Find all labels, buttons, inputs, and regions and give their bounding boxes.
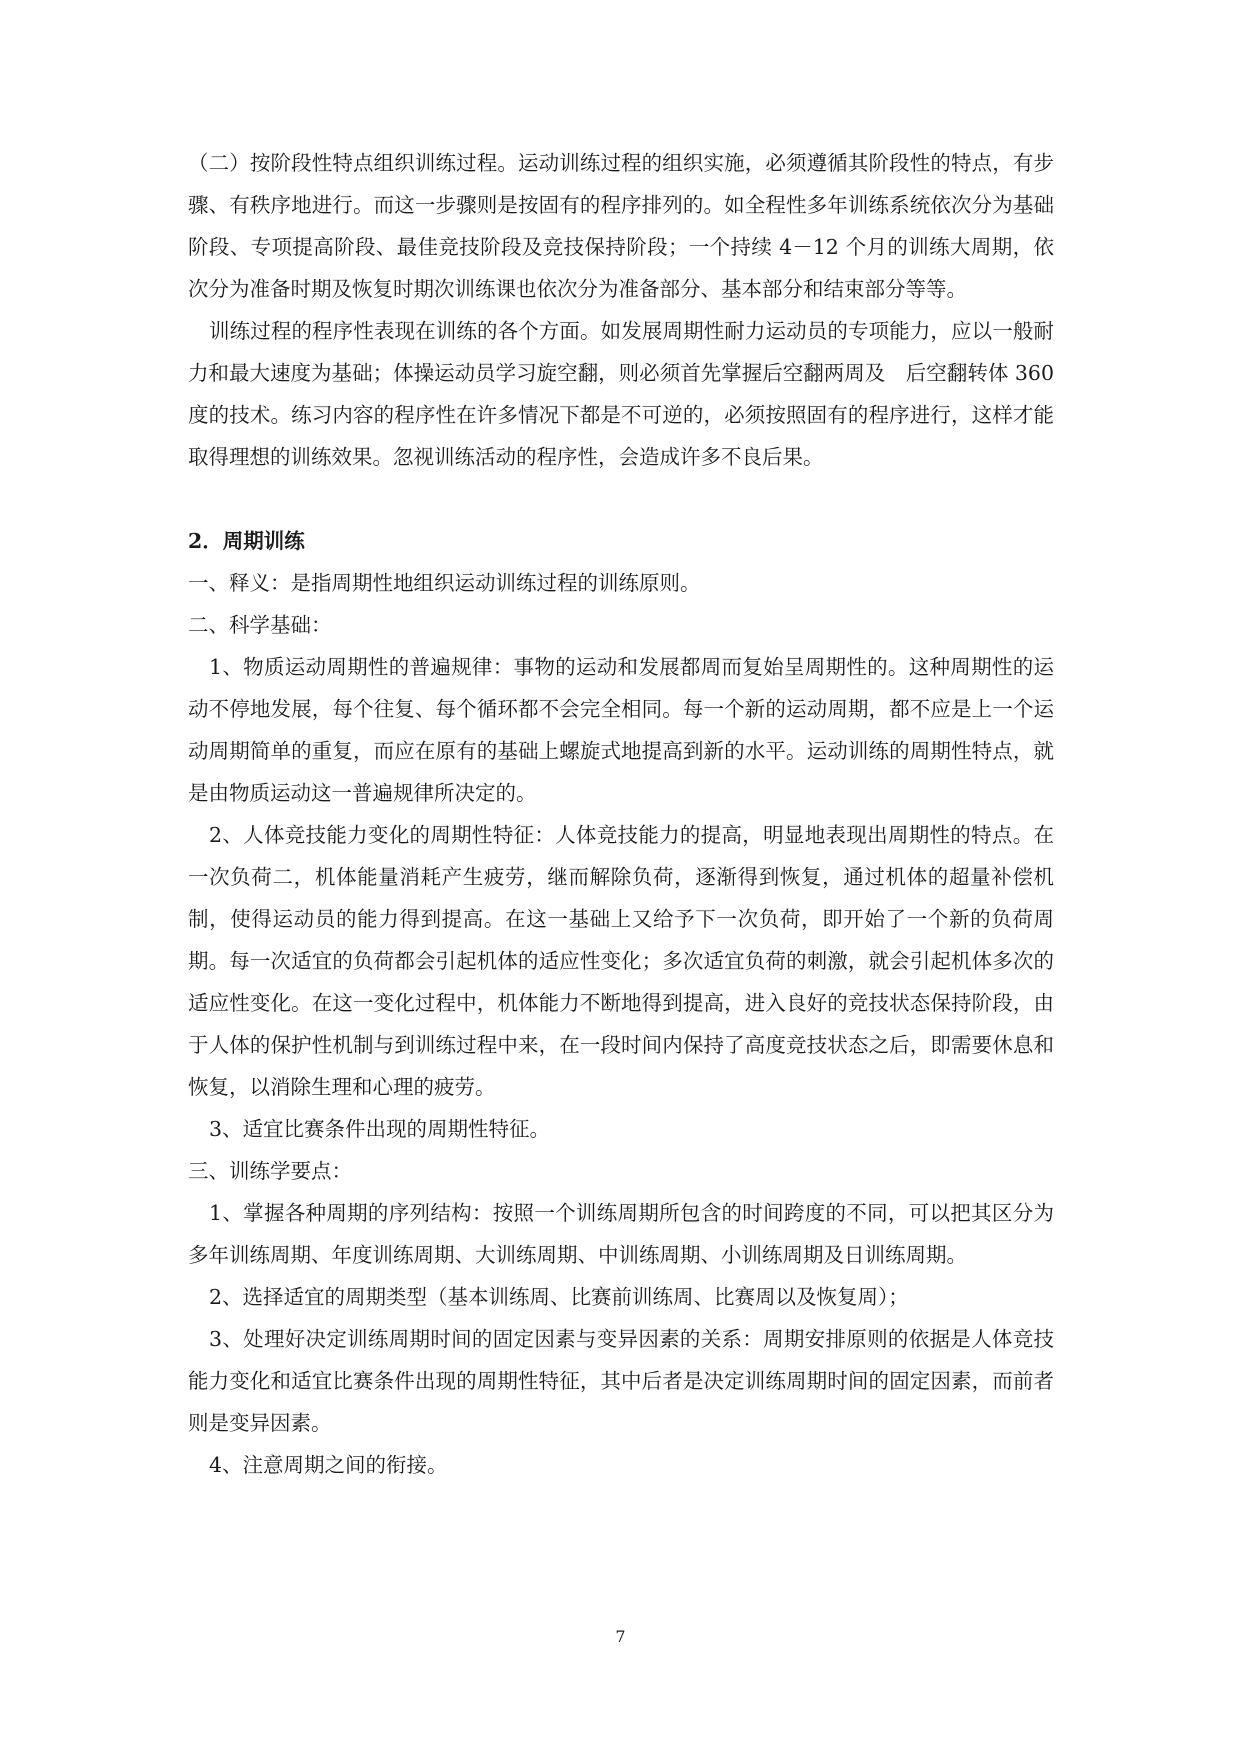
subitem-material-motion: 1、物质运动周期性的普遍规律：事物的运动和发展都周而复始呈周期性的。这种周期性的运动不停地发展，每个往复、每个循环都不会完全相同。每一个新的运动周期，都不应是上一个运动周期简单的重复，而应在原有的基础上螺旋式地提高到新的水平。运动训练的周期性特点，就是由物质运动这一普遍规律所决定的。 <box>188 655 1054 805</box>
section-spacer <box>188 478 1054 520</box>
section-heading-periodic-training: 2．周期训练 <box>188 529 305 553</box>
subitem-fixed-variable-factors: 3、处理好决定训练周期时间的固定因素与变异因素的关系：周期安排原则的依据是人体竞技能力变化和适宜比赛条件出现的周期性特征，其中后者是决定训练周期时间的固定因素，而前者则是变异因素。 <box>188 1327 1054 1435</box>
subitem-cycle-connection: 4、注意周期之间的衔接。 <box>209 1453 448 1477</box>
item-definition: 一、释义：是指周期性地组织运动训练过程的训练原则。 <box>188 571 701 595</box>
item-scientific-basis: 二、科学基础： <box>188 613 332 637</box>
paragraph-training-sequence: 训练过程的程序性表现在训练的各个方面。如发展周期性耐力运动员的专项能力，应以一般耐力和最大速度为基础；体操运动员学习旋空翻，则必须首先掌握后空翻两周及 后空翻转体 360 度的技术。练习内容的程序性在许多情况下都是不可逆的，必须按照固有的程序进行，这样才能取得理想的训练效果。忽视训练活动的程序性，会造成许多不良后果。 <box>188 319 1054 469</box>
page-number: 7 <box>615 1627 626 1646</box>
paragraph-stage-organization: （二）按阶段性特点组织训练过程。运动训练过程的组织实施，必须遵循其阶段性的特点，有步骤、有秩序地进行。而这一步骤则是按固有的程序排列的。如全程性多年训练系统依次分为基础阶段、专项提高阶段、最佳竞技阶段及竞技保持阶段；一个持续 4－12 个月的训练大周期，依次分为准备时期及恢复时期次训练课也依次分为准备部分、基本部分和结束部分等等。 <box>188 151 1054 301</box>
subitem-competition-conditions: 3、适宜比赛条件出现的周期性特征。 <box>209 1117 551 1141</box>
item-training-points: 三、训练学要点： <box>188 1159 352 1183</box>
subitem-competitive-ability: 2、人体竞技能力变化的周期性特征：人体竞技能力的提高，明显地表现出周期性的特点。在一次负荷二，机体能量消耗产生疲劳，继而解除负荷，逐渐得到恢复，通过机体的超量补偿机制，使得运动员的能力得到提高。在这一基础上又给予下一次负荷，即开始了一个新的负荷周期。每一次适宜的负荷都会引起机体的适应性变化；多次适宜负荷的刺激，就会引起机体多次的适应性变化。在这一变化过程中，机体能力不断地得到提高，进入良好的竞技状态保持阶段，由于人体的保护性机制与到训练过程中来，在一段时间内保持了高度竞技状态之后，即需要休息和恢复，以消除生理和心理的疲劳。 <box>188 823 1054 1099</box>
document-body <box>188 142 1054 1486</box>
subitem-cycle-type: 2、选择适宜的周期类型（基本训练周、比赛前训练周、比赛周以及恢复周）； <box>209 1285 909 1309</box>
subitem-cycle-structure: 1、掌握各种周期的序列结构：按照一个训练周期所包含的时间跨度的不同，可以把其区分为多年训练周期、年度训练周期、大训练周期、中训练周期、小训练周期及日训练周期。 <box>188 1201 1054 1267</box>
